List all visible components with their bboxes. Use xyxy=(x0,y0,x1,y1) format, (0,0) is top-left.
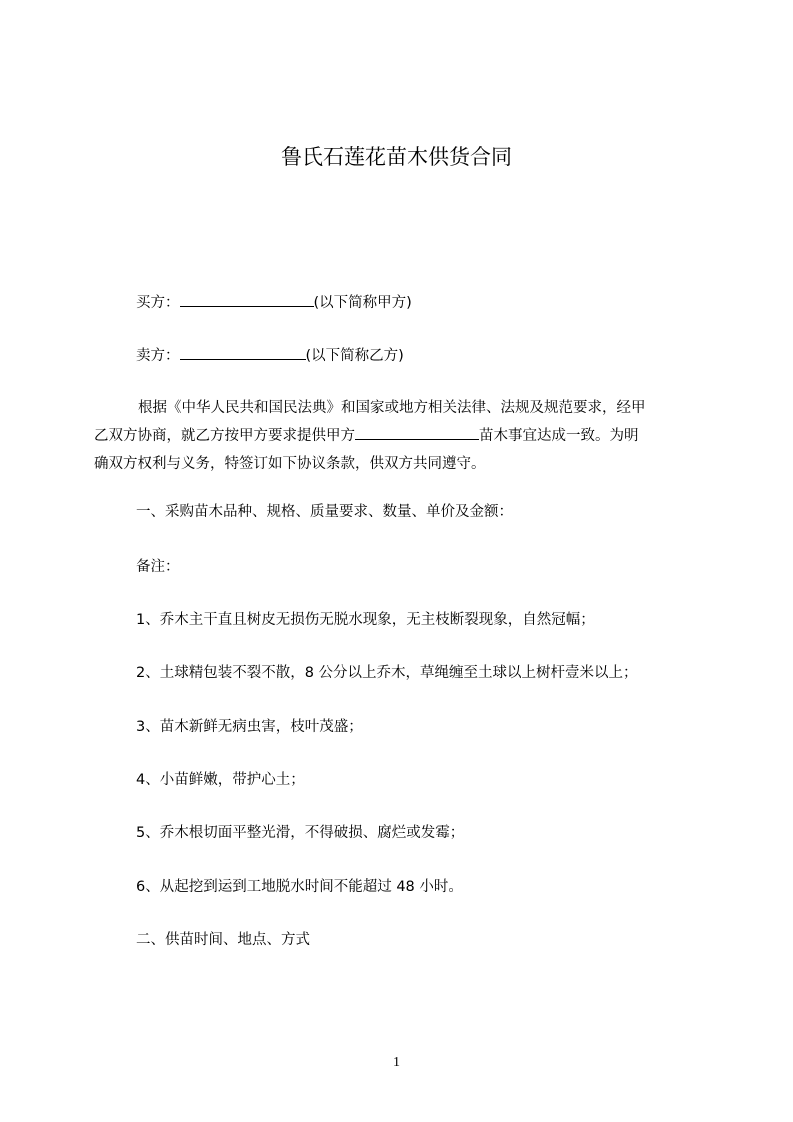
buyer-suffix: (以下简称甲方) xyxy=(313,295,412,311)
list-item: 6、从起挖到运到工地脱水时间不能超过 48 小时。 xyxy=(136,879,463,895)
list-item: 2、土球精包装不裂不散，8 公分以上乔木，草绳缠至土球以上树杆壹米以上； xyxy=(136,665,638,681)
intro-line-2-end: 苗木事宜达成一致。为明 xyxy=(479,428,639,444)
page-number: 1 xyxy=(393,1055,400,1070)
intro-line-2 xyxy=(94,422,704,450)
list-item: 3、苗木新鲜无病虫害，枝叶茂盛； xyxy=(136,719,363,735)
list-item: 1、乔木主干直且树皮无损伤无脱水现象，无主枝断裂现象，自然冠幅； xyxy=(136,612,595,628)
intro-line-3: 确双方权利与义务，特签订如下协议条款，供双方共同遵守。 xyxy=(94,456,486,472)
buyer-label: 买方： xyxy=(136,295,180,311)
document-title: 鲁氏石莲花苗木供货合同 xyxy=(281,145,512,169)
buyer-blank xyxy=(180,292,314,307)
list-item: 4、小苗鲜嫩，带护心土； xyxy=(136,772,305,788)
seller-label: 卖方： xyxy=(136,348,180,364)
section-2-heading: 二、供苗时间、地点、方式 xyxy=(136,932,310,948)
remark-label: 备注： xyxy=(136,559,180,575)
seller-line xyxy=(136,345,404,366)
intro-line-2-start: 乙双方协商，就乙方按甲方要求提供甲方 xyxy=(94,428,355,444)
nursery-blank xyxy=(355,425,479,440)
seller-blank xyxy=(180,345,306,360)
intro-paragraph xyxy=(94,394,704,478)
intro-line-1: 根据《中华人民共和国民法典》和国家或地方相关法律、法规及规范要求，经甲 xyxy=(138,400,646,416)
list-item: 5、乔木根切面平整光滑，不得破损、腐烂或发霉； xyxy=(136,825,465,841)
seller-suffix: (以下简称乙方) xyxy=(305,348,404,364)
section-1-heading: 一、采购苗木品种、规格、质量要求、数量、单价及金额： xyxy=(136,504,513,520)
buyer-line xyxy=(136,292,412,313)
